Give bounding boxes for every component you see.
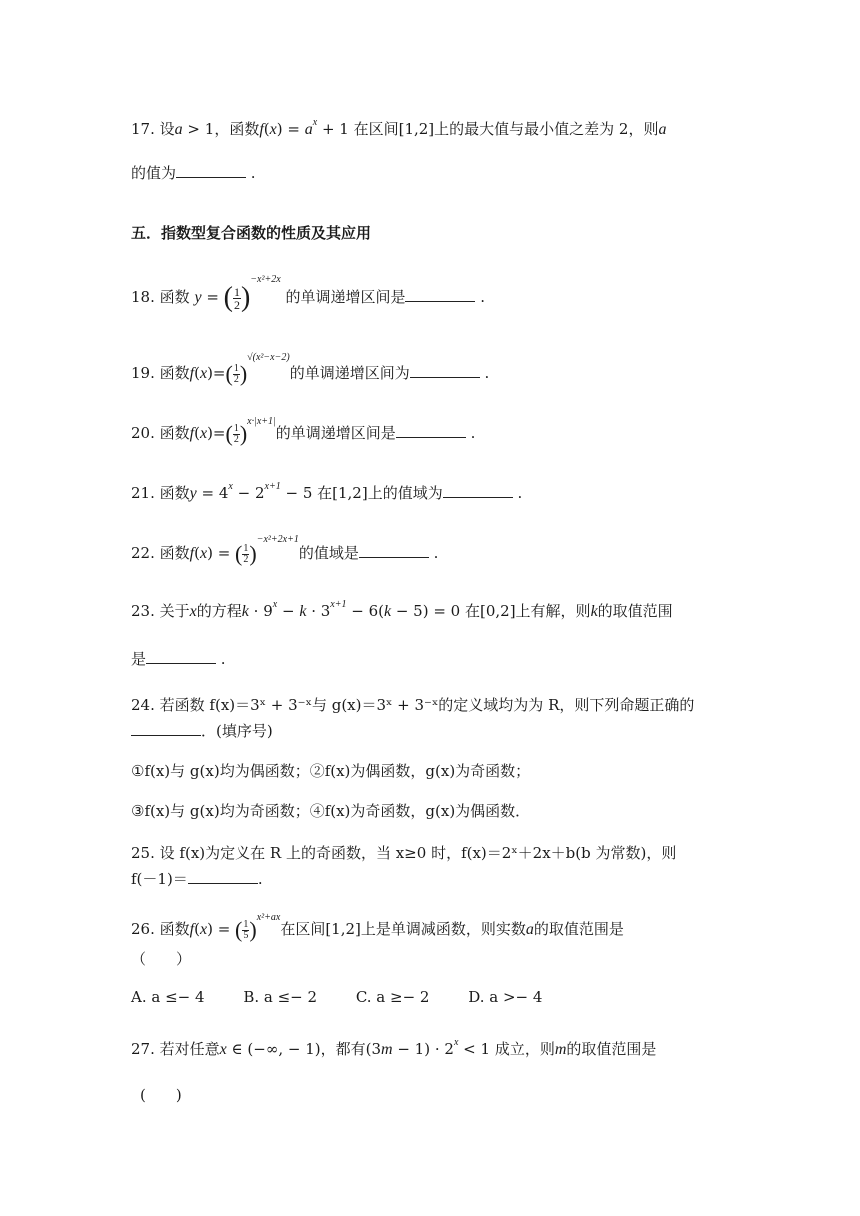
option-c[interactable]: C. a ≥− 2	[355, 988, 430, 1006]
question-20: 20. 函数f(x)=( $\frac{1}{2}$ )$^{x\cdot|x+1|}$的单调递增区间是 .	[131, 416, 476, 446]
answer-blank[interactable]	[131, 734, 201, 736]
question-23-cont: 是 .	[131, 650, 226, 668]
question-25: 25. 设 f(x)为定义在 R 上的奇函数，当 x≥0 时，f(x)＝2ˣ＋2x＋b(b 为常数)，则	[131, 844, 677, 862]
option-a[interactable]: A. a ≤− 4	[131, 988, 205, 1006]
answer-blank[interactable]	[188, 882, 258, 884]
question-25-cont: f(－1)＝ .	[131, 870, 263, 888]
question-27: 27. 若对任意x ∈ (−∞, − 1)，都有$(3m - 1) \cdot 2^x < 1$ 成立，则m的取值范围是	[131, 1037, 657, 1058]
answer-blank[interactable]	[396, 436, 466, 438]
answer-blank[interactable]	[443, 496, 513, 498]
answer-blank[interactable]	[176, 176, 246, 178]
question-21: 21. 函数$y = 4^x - 2^{x+1} - 5$ 在[1,2]上的值域为 .	[131, 481, 523, 502]
question-18: 18. 函数 y = ( $\frac{1}{2}$ )$^{-x^2+2x}$ 的单调递增区间是 .	[131, 274, 486, 313]
answer-blank[interactable]	[359, 556, 429, 558]
math-a-gt-1: a	[174, 121, 183, 138]
question-19: 19. 函数f(x)=( $\frac{1}{2}$ )$^{√(x^2-x-2)}$的单调递增区间为 .	[131, 352, 490, 386]
option-b[interactable]: B. a ≤− 2	[243, 988, 318, 1006]
question-22: 22. 函数f(x) = ( $\frac{1}{2}$ )$^{-x^2+2x+1}$的值域是 .	[131, 534, 439, 566]
question-17-cont: 的值为 .	[131, 164, 256, 182]
section-heading-5: 五．指数型复合函数的性质及其应用	[131, 224, 372, 242]
fraction-half: $\frac{1}{2}$	[233, 284, 240, 312]
question-26-paren: （ ）	[131, 950, 192, 968]
question-24: 24. 若函数 f(x)＝3ˣ + 3⁻ˣ与 g(x)＝3ˣ + 3⁻ˣ的定义域均为为 R，则下列命题正确的	[131, 696, 695, 714]
question-27-paren: ( )	[140, 1086, 182, 1104]
answer-blank[interactable]	[410, 376, 480, 378]
question-24-option-1: ①f(x)与 g(x)均为偶函数；②f(x)为偶函数，g(x)为奇函数；	[131, 762, 531, 780]
question-24-cont: ．(填序号)	[131, 720, 273, 741]
question-26-options	[131, 988, 576, 1006]
question-26: 26. 函数f(x) = ( $\frac{1}{5}$ )$^{x^2+ax}$在区间[1,2]上是单调减函数，则实数a的取值范围是	[131, 912, 624, 942]
question-17: 17. 设a > 1，函数$f(x) = a^x + 1$ 在区间[1,2]上的最大值与最小值之差为 2，则a	[131, 117, 667, 138]
answer-blank[interactable]	[405, 300, 475, 302]
question-24-option-2: ③f(x)与 g(x)均为奇函数；④f(x)为奇函数，g(x)为偶函数．	[131, 802, 531, 820]
answer-blank[interactable]	[146, 662, 216, 664]
option-d[interactable]: D. a >− 4	[468, 988, 543, 1006]
question-23: 23. 关于x的方程$k \cdot 9^x - k \cdot 3^{x+1} - 6(k - 5) = 0$ 在[0,2]上有解，则k的取值范围	[131, 599, 673, 620]
